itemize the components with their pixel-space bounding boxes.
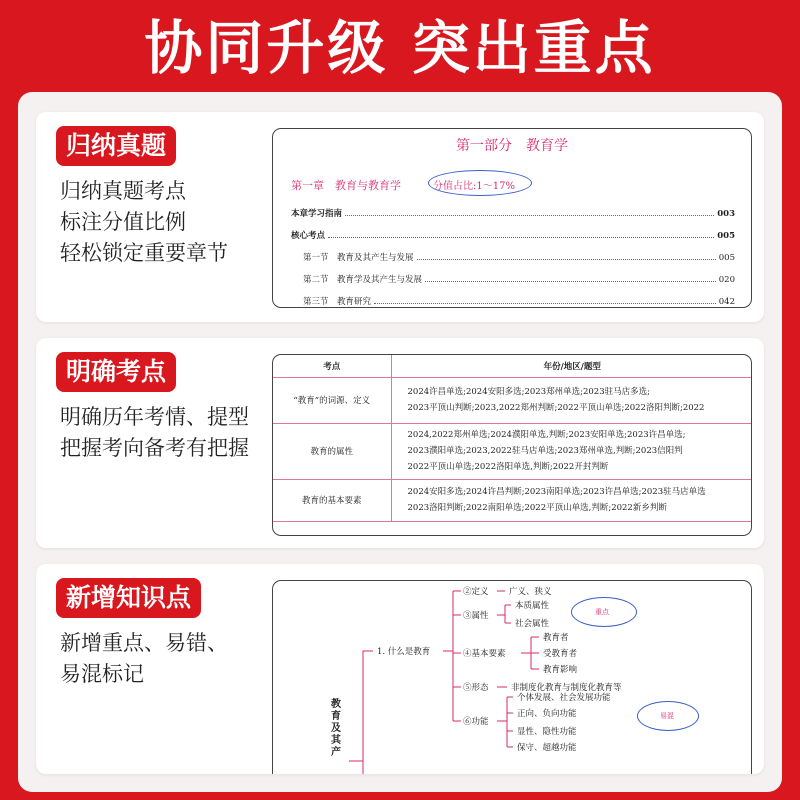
section-badge: 新增知识点 bbox=[56, 578, 201, 618]
content-panel bbox=[18, 92, 782, 792]
mindmap-node: ③属性 bbox=[463, 611, 489, 621]
mindmap-branch: 1. 什么是教育 bbox=[377, 647, 431, 657]
table-header: 考点 bbox=[273, 355, 391, 377]
mindmap-leaf: 教育者 bbox=[543, 633, 569, 643]
mindmap-connectors bbox=[273, 581, 752, 774]
table-header: 年份/地区/题型 bbox=[391, 355, 752, 377]
mindmap-leaf: 社会属性 bbox=[515, 619, 550, 629]
note-key: 重点 bbox=[595, 608, 609, 616]
toc-entry: 第二节 教育学及其产生与发展 020 bbox=[303, 275, 735, 285]
mindmap-sample bbox=[272, 580, 752, 774]
table-cell-detail: 2024许昌单选;2024安阳多选;2023郑州单选;2023驻马店多选; 2023平顶山判断;2023,2022郑州判断;2022平顶山单选;2022洛阳判断;2022 bbox=[391, 377, 752, 423]
section-badge: 归纳真题 bbox=[56, 126, 176, 166]
mindmap-node: ⑥功能 bbox=[463, 717, 489, 727]
feature-card-new-points bbox=[36, 564, 764, 774]
section-description bbox=[60, 628, 260, 690]
score-ratio: 分值占比:1～17% bbox=[433, 181, 515, 192]
mindmap-leaf: 非制度化教育与制度化教育等 bbox=[511, 683, 622, 693]
description-line: 标注分值比例 bbox=[60, 210, 186, 234]
mindmap-leaf: 正向、负向功能 bbox=[517, 709, 577, 719]
table-cell-detail: 2024安阳多选;2024许昌判断;2023南阳单选;2023许昌单选;2023驻马店单选 2023洛阳判断;2022南阳单选;2022平顶山单选,判断;2022新乡判断 bbox=[391, 479, 752, 521]
toc-sample-page bbox=[272, 128, 752, 308]
section-description bbox=[60, 402, 260, 464]
mindmap-leaf: 本质属性 bbox=[515, 601, 550, 611]
mindmap-node: ④基本要素 bbox=[463, 649, 506, 659]
note-easy: 易混 bbox=[660, 712, 674, 720]
description-line: 新增重点、易错、 bbox=[60, 631, 228, 655]
table-cell-detail: 2024,2022郑州单选;2024濮阳单选,判断;2023安阳单选;2023许昌单选; 2023濮阳单选;2023,2022驻马店单选;2023郑州单选,判断;2023信阳判 2022平顶山单选;2022洛阳单选,判断;2022开封判断 bbox=[391, 423, 752, 479]
highlight-oval bbox=[428, 170, 532, 196]
chapter-title: 第一章 教育与教育学 bbox=[291, 179, 401, 192]
mindmap-leaf: 教育影响 bbox=[543, 665, 578, 675]
toc-entry: 第三节 教育研究 042 bbox=[303, 297, 735, 307]
description-line: 明确历年考情、提型 bbox=[60, 405, 249, 429]
feature-card-exam-points bbox=[36, 338, 764, 548]
table-cell-point: 教育的属性 bbox=[273, 423, 391, 479]
table-row bbox=[273, 479, 752, 521]
table-row bbox=[273, 423, 752, 479]
table-cell-point: “教育”的词源、定义 bbox=[273, 377, 391, 423]
part-title: 第一部分 教育学 bbox=[456, 138, 568, 154]
section-description bbox=[60, 176, 260, 269]
description-line: 归纳真题考点 bbox=[60, 179, 186, 203]
toc-entry: 核心考点 005 bbox=[291, 231, 735, 241]
mindmap-leaf: 个体发展、社会发展功能 bbox=[517, 693, 611, 703]
table-row bbox=[273, 377, 752, 423]
description-line: 易混标记 bbox=[60, 662, 144, 686]
table-cell-point: 教育的基本要素 bbox=[273, 479, 391, 521]
exam-table bbox=[273, 355, 752, 522]
mindmap-root: 教育及其产 bbox=[331, 699, 341, 758]
toc-entry: 第一节 教育及其产生与发展 005 bbox=[303, 253, 735, 263]
feature-card-summary bbox=[36, 112, 764, 322]
mindmap-node: ②定义 bbox=[463, 587, 489, 597]
description-line: 轻松锁定重要章节 bbox=[60, 241, 228, 265]
mindmap-leaf: 显性、隐性功能 bbox=[517, 727, 577, 737]
toc-entry: 本章学习指南 003 bbox=[291, 209, 735, 219]
section-badge: 明确考点 bbox=[56, 352, 176, 392]
mindmap-node: ⑤形态 bbox=[463, 683, 489, 693]
mindmap-leaf: 保守、超越功能 bbox=[517, 743, 577, 753]
mindmap-leaf: 广义、狭义 bbox=[509, 587, 552, 597]
page-headline: 协同升级 突出重点 bbox=[144, 14, 656, 82]
description-line: 把握考向备考有把握 bbox=[60, 436, 249, 460]
exam-table-sample bbox=[272, 354, 752, 536]
mindmap-leaf: 受教育者 bbox=[543, 649, 578, 659]
